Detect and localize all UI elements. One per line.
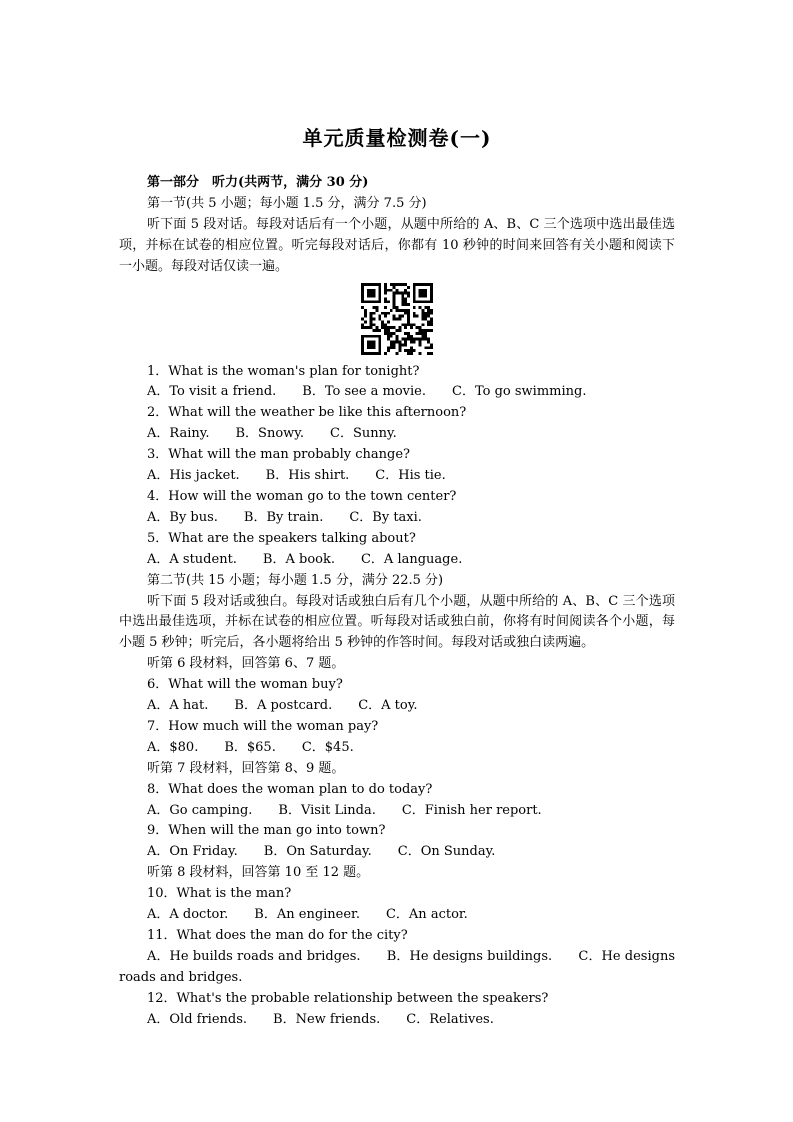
qr-code-icon[interactable] xyxy=(361,283,433,355)
section1-instructions: 听下面 5 段对话。每段对话后有一个小题，从题中所给的 A、B、C 三个选项中选出最佳选项，并标在试卷的相应位置。听完每段对话后，你都有 10 秒钟的时间来回答有关小题和阅读下一小题。每段对话仅读一遍。 xyxy=(119,216,675,274)
question-6-options: A．A hat. B．A postcard. C．A toy. xyxy=(147,698,418,714)
question-3-stem: 3．What will the man probably change? xyxy=(147,447,411,463)
question-11-stem: 11．What does the man do for the city? xyxy=(147,928,408,943)
page-title: 单元质量检测卷(一) xyxy=(302,126,492,150)
question-8-options: A．Go camping. B．Visit Linda. C．Finish her report. xyxy=(147,802,542,818)
material-8-note: 听第 8 段材料，回答第 10 至 12 题。 xyxy=(147,865,370,881)
question-9-stem: 9．When will the man go into town? xyxy=(147,823,386,839)
question-4-stem: 4．How will the woman go to the town center? xyxy=(147,488,457,504)
question-12-options: A．Old friends. B．New friends. C．Relatives. xyxy=(147,1011,494,1027)
question-5-options: A．A student. B．A book. C．A language. xyxy=(147,551,463,567)
question-11-options: A．He builds roads and bridges. B．He designs buildings. C．He designs roads and bridges. xyxy=(119,948,675,985)
question-9-options: A．On Friday. B．On Saturday. C．On Sunday. xyxy=(147,844,496,860)
listening-section xyxy=(119,173,675,1031)
question-8-stem: 8．What does the woman plan to do today? xyxy=(147,781,433,797)
question-10-options: A．A doctor. B．An engineer. C．An actor. xyxy=(147,907,468,923)
section2-heading: 第二节(共 15 小题；每小题 1.5 分，满分 22.5 分) xyxy=(147,572,444,588)
question-4-options: A．By bus. B．By train. C．By taxi. xyxy=(147,509,422,525)
part1-heading: 第一部分 听力(共两节，满分 30 分) xyxy=(147,175,369,190)
section2-instructions: 听下面 5 段对话或独白。每段对话或独白后有几个小题，从题中所给的 A、B、C 三个选项中选出最佳选项，并标在试卷的相应位置。听每段对话或独白前，你将有时间阅读各个小题，每小题 5 秒钟；听完后，各小题将给出 5 秒钟的作答时间。每段对话或独白读两遍。 xyxy=(119,593,675,651)
question-1-options: A．To visit a friend. B．To see a movie. C．To go swimming. xyxy=(147,384,587,400)
section1-heading: 第一节(共 5 小题；每小题 1.5 分，满分 7.5 分) xyxy=(147,195,427,211)
question-7-stem: 7．How much will the woman pay? xyxy=(147,718,379,734)
question-2-stem: 2．What will the weather be like this afternoon? xyxy=(147,405,467,421)
question-7-options: A．$80. B．$65. C．$45. xyxy=(147,739,354,755)
question-6-stem: 6．What will the woman buy? xyxy=(147,677,343,693)
material-6-note: 听第 6 段材料，回答第 6、7 题。 xyxy=(147,656,345,672)
question-5-stem: 5．What are the speakers talking about? xyxy=(147,530,416,546)
question-10-stem: 10．What is the man? xyxy=(147,886,292,902)
question-3-options: A．His jacket. B．His shirt. C．His tie. xyxy=(147,468,446,484)
question-2-options: A．Rainy. B．Snowy. C．Sunny. xyxy=(147,426,397,442)
material-7-note: 听第 7 段材料，回答第 8、9 题。 xyxy=(147,760,345,776)
question-12-stem: 12．What's the probable relationship between the speakers? xyxy=(147,990,549,1006)
question-1-stem: 1．What is the woman's plan for tonight? xyxy=(147,363,420,379)
qr-code-container xyxy=(119,282,675,356)
